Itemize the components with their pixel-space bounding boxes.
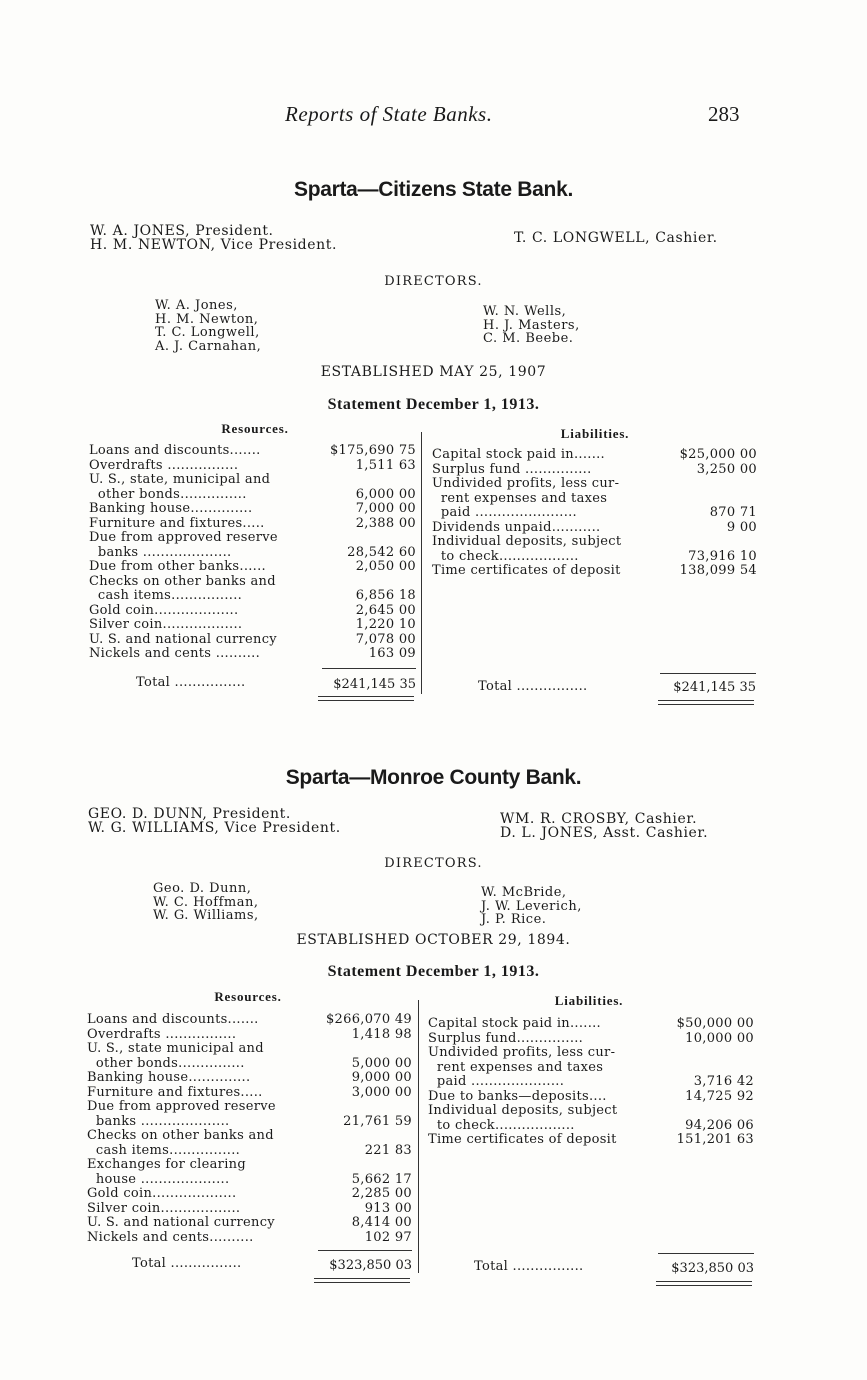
liability-amount: 73,916 10 — [688, 548, 757, 564]
resource-label: Exchanges for clearing — [87, 1158, 246, 1172]
liability-amount: 14,725 92 — [685, 1088, 754, 1104]
director: W. G. Williams, — [153, 908, 259, 923]
total-label: Total ................ — [132, 1256, 242, 1271]
resource-row — [89, 473, 416, 488]
resource-label: Silver coin.................. — [89, 618, 243, 632]
liability-label: Undivided profits, less cur- — [428, 1046, 616, 1060]
resource-amount: 5,000 00 — [351, 1055, 412, 1071]
directors-heading: DIRECTORS. — [384, 274, 483, 289]
total-label: Total ................ — [478, 679, 588, 694]
double-rule — [318, 700, 414, 701]
sum-rule — [658, 1253, 754, 1254]
resource-row — [87, 1100, 412, 1115]
director: W. N. Wells, — [483, 304, 567, 319]
resource-label: U. S. and national currency — [89, 632, 277, 647]
liability-row — [428, 1046, 754, 1061]
double-rule — [314, 1278, 410, 1279]
resource-row — [89, 604, 416, 619]
resource-row — [87, 1202, 412, 1217]
resource-row — [87, 1057, 412, 1072]
director: H. M. Newton, — [155, 311, 259, 327]
resource-label: other bonds............... — [87, 1056, 245, 1071]
director: Geo. D. Dunn, — [153, 881, 252, 896]
resource-amount: 1,511 63 — [355, 457, 416, 473]
resource-amount: 6,000 00 — [355, 486, 416, 502]
resources-list — [89, 444, 416, 662]
resource-amount: 6,856 18 — [355, 588, 416, 603]
resource-label: Checks on other banks and — [89, 574, 276, 589]
resource-row — [87, 1115, 412, 1130]
officers-right — [514, 231, 718, 245]
director: T. C. Longwell, — [155, 325, 260, 340]
resource-row — [89, 459, 416, 474]
resource-amount: 2,388 00 — [355, 515, 416, 531]
double-rule — [656, 1281, 752, 1282]
liability-row — [432, 492, 757, 507]
total-resources: $241,145 35 — [333, 677, 416, 692]
resource-row — [87, 1231, 412, 1246]
page-number: 283 — [708, 102, 740, 126]
liability-label: Individual deposits, subject — [428, 1104, 618, 1118]
liability-row — [432, 521, 757, 536]
liability-amount: 9 00 — [726, 519, 757, 535]
resource-row — [89, 531, 416, 546]
officer: GEO. D. DUNN, President. — [88, 806, 291, 822]
liability-label: paid ....................... — [432, 506, 577, 520]
liability-row — [432, 506, 757, 521]
liability-row — [432, 477, 757, 492]
officer: D. L. JONES, Asst. Cashier. — [500, 825, 709, 841]
directors-right — [481, 886, 582, 927]
resource-amount: 21,761 59 — [343, 1113, 412, 1129]
liability-label: to check.................. — [432, 549, 579, 564]
officers-left — [88, 807, 341, 835]
resource-label: Gold coin................... — [87, 1187, 237, 1201]
liability-amount: 138,099 54 — [679, 563, 757, 578]
resource-label: Loans and discounts....... — [89, 444, 261, 458]
director: H. J. Masters, — [483, 317, 580, 333]
resource-row — [89, 502, 416, 517]
directors-left — [155, 299, 261, 353]
sum-rule — [660, 673, 756, 674]
director: A. J. Carnahan, — [155, 338, 262, 354]
liability-amount: 3,716 42 — [693, 1074, 754, 1089]
resource-label: Due from approved reserve — [89, 531, 278, 545]
resource-row — [87, 1071, 412, 1086]
director: J. W. Leverich, — [481, 898, 582, 914]
column-divider — [418, 1000, 419, 1273]
liability-amount: 94,206 06 — [685, 1117, 754, 1133]
resource-label: house .................... — [87, 1172, 230, 1187]
resource-label: banks .................... — [87, 1114, 230, 1129]
liability-label: Capital stock paid in....... — [428, 1017, 601, 1031]
director: C. M. Beebe. — [483, 331, 574, 346]
liability-label: paid ..................... — [428, 1075, 565, 1089]
resource-amount: 3,000 00 — [351, 1084, 412, 1100]
liability-label: Individual deposits, subject — [432, 535, 622, 549]
resources-list — [87, 1013, 412, 1245]
resource-amount: 1,220 10 — [355, 617, 416, 632]
total-resources: $323,850 03 — [329, 1258, 412, 1273]
resource-row — [89, 488, 416, 503]
resource-label: banks .................... — [89, 545, 232, 560]
liability-label: Time certificates of deposit — [428, 1133, 617, 1147]
resource-row — [89, 575, 416, 590]
liability-label: Surplus fund ............... — [432, 462, 592, 477]
director: W. C. Hoffman, — [153, 894, 259, 910]
total-label: Total ................ — [474, 1259, 584, 1274]
liability-amount: 870 71 — [709, 505, 757, 520]
resource-label: cash items................ — [87, 1143, 241, 1158]
liability-label: Dividends unpaid........... — [432, 520, 601, 535]
resource-amount: 163 09 — [368, 646, 416, 661]
director: J. P. Rice. — [481, 912, 547, 927]
resource-amount: 9,000 00 — [351, 1070, 412, 1085]
officer: WM. R. CROSBY, Cashier. — [500, 811, 698, 827]
resource-row — [89, 589, 416, 604]
liability-label: rent expenses and taxes — [428, 1060, 604, 1075]
resource-label: Nickels and cents.......... — [87, 1230, 254, 1245]
liabilities-list — [428, 1017, 754, 1148]
resource-row — [87, 1144, 412, 1159]
liability-amount: 151,201 63 — [676, 1132, 754, 1147]
directors-right — [483, 305, 580, 346]
resource-label: Due from approved reserve — [87, 1100, 276, 1114]
liability-row — [428, 1075, 754, 1090]
resource-label: U. S. and national currency — [87, 1216, 275, 1230]
resources-heading: Resources. — [221, 421, 289, 436]
resource-row — [87, 1013, 412, 1028]
resource-label: Furniture and fixtures..... — [87, 1085, 263, 1100]
liability-amount: $25,000 00 — [679, 447, 757, 462]
double-rule — [656, 1285, 752, 1286]
resource-row — [87, 1028, 412, 1043]
officer: W. A. JONES, President. — [90, 223, 274, 239]
total-label: Total ................ — [136, 675, 246, 690]
resource-row — [87, 1187, 412, 1202]
resource-amount: 221 83 — [364, 1142, 412, 1158]
resource-amount: $175,690 75 — [329, 443, 416, 458]
resource-label: Overdrafts ................ — [87, 1027, 237, 1042]
resource-row — [89, 444, 416, 459]
resource-amount: 7,078 00 — [355, 631, 416, 647]
liability-row — [428, 1133, 754, 1148]
double-rule — [318, 696, 414, 697]
liability-label: Undivided profits, less cur- — [432, 477, 620, 491]
resource-label: Due from other banks...... — [89, 560, 266, 574]
directors-heading: DIRECTORS. — [384, 856, 483, 871]
resources-heading: Resources. — [214, 989, 282, 1004]
total-liabilities: $241,145 35 — [673, 680, 756, 695]
resource-label: Nickels and cents .......... — [89, 647, 261, 661]
resource-row — [89, 560, 416, 575]
liability-row — [428, 1104, 754, 1119]
resource-label: U. S., state municipal and — [87, 1042, 264, 1056]
liability-row — [432, 535, 757, 550]
liability-amount: $50,000 00 — [676, 1016, 754, 1031]
resource-row — [89, 618, 416, 633]
resource-amount: 2,050 00 — [355, 559, 416, 574]
liability-row — [428, 1119, 754, 1134]
resource-label: Banking house.............. — [87, 1071, 251, 1085]
liability-label: Due to banks—deposits.... — [428, 1089, 607, 1104]
running-header — [0, 102, 867, 132]
liability-amount: 10,000 00 — [685, 1030, 754, 1046]
resource-label: U. S., state, municipal and — [89, 473, 271, 487]
resource-label: Overdrafts ................ — [89, 458, 239, 473]
resource-amount: 913 00 — [364, 1200, 412, 1216]
liability-row — [428, 1017, 754, 1032]
resource-row — [89, 633, 416, 648]
resource-amount: 5,662 17 — [351, 1171, 412, 1187]
resource-amount: 28,542 60 — [347, 544, 416, 560]
resource-label: Gold coin................... — [89, 603, 239, 618]
resource-amount: 7,000 00 — [355, 501, 416, 516]
resource-row — [87, 1086, 412, 1101]
resource-row — [87, 1158, 412, 1173]
resource-row — [89, 647, 416, 662]
liability-label: Capital stock paid in....... — [432, 448, 605, 462]
director: W. McBride, — [481, 885, 567, 900]
officer: W. G. WILLIAMS, Vice President. — [88, 820, 341, 836]
resource-row — [89, 517, 416, 532]
officer: H. M. NEWTON, Vice President. — [90, 237, 337, 253]
resource-row — [87, 1042, 412, 1057]
resource-row — [87, 1129, 412, 1144]
liability-row — [428, 1061, 754, 1076]
double-rule — [314, 1282, 410, 1283]
liability-row — [432, 550, 757, 565]
bank-title: Sparta—Citizens State Bank. — [294, 178, 573, 201]
officer: T. C. LONGWELL, Cashier. — [514, 230, 718, 246]
liability-row — [432, 564, 757, 579]
resource-row — [87, 1216, 412, 1231]
statement-heading: Statement December 1, 1913. — [327, 396, 540, 413]
liabilities-heading: Liabilities. — [560, 426, 630, 441]
liability-row — [432, 463, 757, 478]
double-rule — [658, 700, 754, 701]
total-liabilities: $323,850 03 — [671, 1261, 754, 1276]
resource-amount: 2,285 00 — [351, 1186, 412, 1201]
sum-rule — [322, 668, 416, 669]
resource-amount: $266,070 49 — [325, 1012, 412, 1027]
resource-label: cash items................ — [89, 589, 243, 603]
double-rule — [658, 704, 754, 705]
director: W. A. Jones, — [155, 298, 238, 313]
officers-left — [90, 224, 337, 252]
resource-label: Banking house.............. — [89, 502, 253, 516]
resource-amount: 1,418 98 — [351, 1026, 412, 1042]
liability-row — [428, 1090, 754, 1105]
resource-label: other bonds............... — [89, 487, 247, 502]
established-date: ESTABLISHED OCTOBER 29, 1894. — [296, 932, 571, 948]
resource-label: Loans and discounts....... — [87, 1013, 259, 1027]
resource-amount: 102 97 — [364, 1229, 412, 1245]
liability-amount: 3,250 00 — [696, 461, 757, 477]
resource-label: Silver coin.................. — [87, 1201, 241, 1216]
column-divider — [421, 432, 422, 694]
resource-amount: 8,414 00 — [351, 1215, 412, 1230]
liability-label: Surplus fund............... — [428, 1031, 584, 1046]
bank-title: Sparta—Monroe County Bank. — [285, 766, 582, 789]
resource-amount: 2,645 00 — [355, 602, 416, 618]
resource-label: Checks on other banks and — [87, 1129, 274, 1143]
liabilities-list — [432, 448, 757, 579]
liability-label: to check.................. — [428, 1118, 575, 1133]
established-date: ESTABLISHED MAY 25, 1907 — [320, 364, 547, 380]
resource-row — [87, 1173, 412, 1188]
sum-rule — [318, 1250, 412, 1251]
officers-right — [500, 812, 708, 840]
directors-left — [153, 882, 259, 923]
resource-label: Furniture and fixtures..... — [89, 516, 265, 531]
liability-label: rent expenses and taxes — [432, 491, 608, 506]
liability-row — [432, 448, 757, 463]
resource-row — [89, 546, 416, 561]
liability-label: Time certificates of deposit — [432, 564, 621, 578]
liabilities-heading: Liabilities. — [554, 993, 624, 1008]
running-title: Reports of State Banks. — [285, 102, 493, 126]
liability-row — [428, 1032, 754, 1047]
statement-heading: Statement December 1, 1913. — [327, 963, 540, 980]
